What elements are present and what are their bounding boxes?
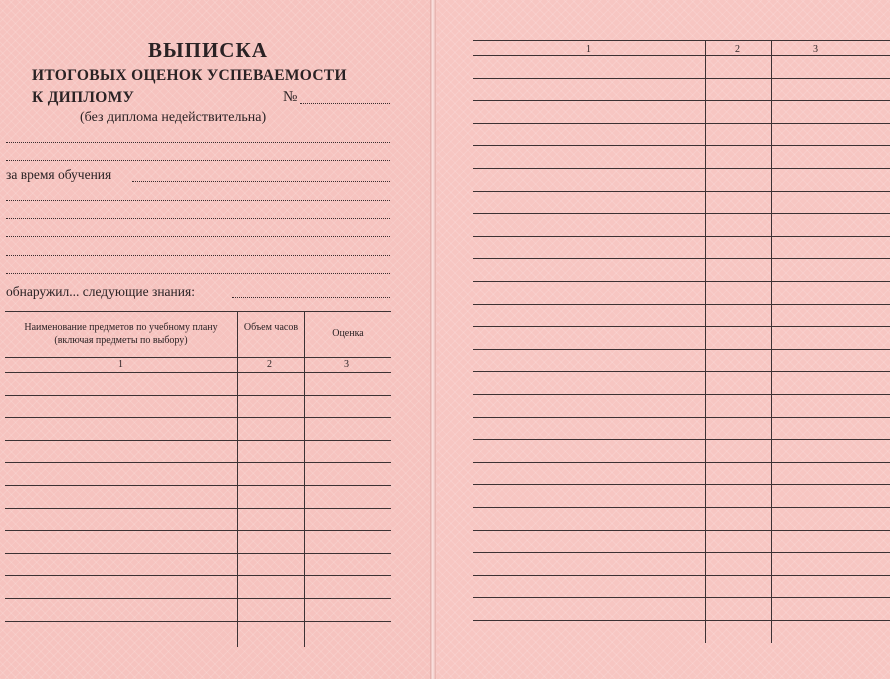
left-table-row-line <box>5 395 391 396</box>
right-table-row-line <box>473 507 890 508</box>
left-table-row-line <box>5 598 391 599</box>
right-col-number-1: 1 <box>586 44 591 55</box>
study-period-label: за время обучения <box>6 167 112 182</box>
number-field[interactable] <box>300 103 390 104</box>
right-table-row-line <box>473 394 890 395</box>
name-field-line-2[interactable] <box>6 160 390 161</box>
right-table-row-line <box>473 191 890 192</box>
right-table-row-line <box>473 236 890 237</box>
col-number-3: 3 <box>344 359 349 370</box>
right-table-row-line <box>473 530 890 531</box>
field-line-4[interactable] <box>6 218 390 219</box>
right-table-row-line <box>473 417 890 418</box>
left-table-row-line <box>5 553 391 554</box>
document-subtitle: ИТОГОВЫХ ОЦЕНОК УСПЕВАЕМОСТИ <box>32 67 347 84</box>
validity-note: (без диплома недействительна) <box>80 110 267 125</box>
right-table-row-line <box>473 326 890 327</box>
left-table-row-line <box>5 621 391 622</box>
col-number-1: 1 <box>118 359 123 370</box>
field-line-3[interactable] <box>6 200 390 201</box>
right-table-row-line <box>473 145 890 146</box>
right-table-row-line <box>473 100 890 101</box>
right-table-row-line <box>473 575 890 576</box>
left-table-row-line <box>5 485 391 486</box>
right-table-row-line <box>473 462 890 463</box>
left-table-row-line <box>5 530 391 531</box>
right-table-row-line <box>473 168 890 169</box>
knowledge-field[interactable] <box>232 297 390 298</box>
right-col-number-2: 2 <box>735 44 740 55</box>
number-label: № <box>283 89 298 105</box>
right-table-row-line <box>473 123 890 124</box>
study-period-field[interactable] <box>132 181 390 182</box>
left-table-row-line <box>5 575 391 576</box>
right-table-row-line <box>473 597 890 598</box>
left-table-row-line <box>5 417 391 418</box>
left-table-row-line <box>5 508 391 509</box>
left-table-row-line <box>5 462 391 463</box>
right-table-row-line <box>473 78 890 79</box>
left-page <box>0 0 430 679</box>
field-line-5[interactable] <box>6 236 390 237</box>
right-table-row-line <box>473 552 890 553</box>
right-table-row-line <box>473 620 890 621</box>
left-table-row-line <box>5 440 391 441</box>
right-page <box>436 0 890 679</box>
right-table-row-line <box>473 371 890 372</box>
name-field-line-1[interactable] <box>6 142 390 143</box>
right-table-row-line <box>473 304 890 305</box>
diploma-label: К ДИПЛОМУ <box>32 89 135 106</box>
right-table-row-line <box>473 439 890 440</box>
right-table-row-line <box>473 281 890 282</box>
header-hours: Объем часов <box>243 322 299 333</box>
right-table-row-line <box>473 258 890 259</box>
right-table-row-line <box>473 349 890 350</box>
header-subject: Наименование предметов по учебному плану (включая предметы по выбору) <box>24 322 218 346</box>
right-table-row-line <box>473 484 890 485</box>
col-number-2: 2 <box>267 359 272 370</box>
right-col-number-3: 3 <box>813 44 818 55</box>
header-grade: Оценка <box>332 328 364 339</box>
field-line-6[interactable] <box>6 255 390 256</box>
knowledge-label: обнаружил... следующие знания: <box>6 284 195 299</box>
right-table-row-line <box>473 213 890 214</box>
document-title: ВЫПИСКА <box>148 38 268 62</box>
field-line-7[interactable] <box>6 273 390 274</box>
